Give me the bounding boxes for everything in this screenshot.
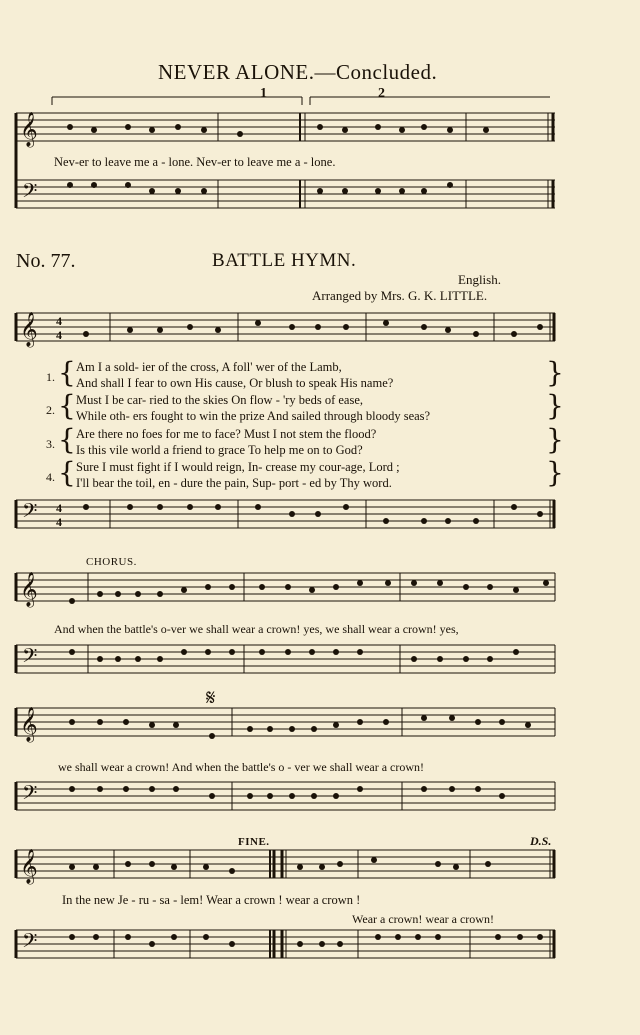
svg-text:𝄢: 𝄢 xyxy=(22,499,38,527)
ending-one-label: 1 xyxy=(260,86,267,101)
verse-number: 3. xyxy=(46,437,55,451)
svg-text:4: 4 xyxy=(56,314,62,328)
verse-line: Is this vile world a friend to grace To help me on to God? xyxy=(76,443,363,457)
staff-system-final xyxy=(0,842,640,992)
verse-brace: { xyxy=(58,356,76,389)
verse-brace-close: } xyxy=(546,423,564,456)
svg-text:𝄞: 𝄞 xyxy=(20,312,38,347)
chorus-lyric-line: And when the battle's o-ver we shall wear a crown! yes, we shall wear a crown! yes, xyxy=(54,622,459,636)
staff-system-chorus-2 xyxy=(0,700,640,815)
section-title: NEVER ALONE.—Concluded. xyxy=(158,60,438,84)
verse-brace: { xyxy=(58,389,76,422)
hymn-title: BATTLE HYMN. xyxy=(212,250,357,271)
chorus-lyric-line: we shall wear a crown! And when the battle's o - ver we shall wear a crown! xyxy=(58,760,425,774)
svg-text:4: 4 xyxy=(56,328,62,342)
verse-line: Sure I must fight if I would reign, In- crease my cour-age, Lord ; xyxy=(76,460,400,474)
chorus-label: CHORUS. xyxy=(86,556,137,568)
verse-brace-close: } xyxy=(546,456,564,489)
verse-line: And shall I fear to own His cause, Or blush to speak His name? xyxy=(76,376,394,390)
verse-number: 2. xyxy=(46,403,55,417)
hymn-origin: English. xyxy=(458,272,501,287)
svg-text:4: 4 xyxy=(56,515,62,529)
verse-line: Must I be car- ried to the skies On flow - 'ry beds of ease, xyxy=(76,393,363,407)
final-bass-lyric-line: Wear a crown! wear a crown! xyxy=(352,912,494,926)
verse-brace: { xyxy=(58,423,76,456)
svg-text:𝄞: 𝄞 xyxy=(20,707,38,742)
verse-brace-close: } xyxy=(546,356,564,389)
svg-text:𝄢: 𝄢 xyxy=(22,929,38,957)
svg-text:𝄞: 𝄞 xyxy=(20,572,38,607)
dal-segno-marker: D.S. xyxy=(530,834,552,848)
svg-text:𝄞: 𝄞 xyxy=(20,112,38,147)
svg-text:𝄢: 𝄢 xyxy=(22,644,38,672)
hymn-arranger: Arranged by Mrs. G. K. LITTLE. xyxy=(312,288,488,303)
ending-two-label: 2 xyxy=(378,86,385,101)
verse-line: I'll bear the toil, en - dure the pain, Sup- port - ed by Thy word. xyxy=(76,476,392,490)
verse-brace-close: } xyxy=(546,389,564,422)
verse-brace: { xyxy=(58,456,76,489)
verse-number: 4. xyxy=(46,470,55,484)
staff-system-header xyxy=(0,105,640,235)
svg-text:4: 4 xyxy=(56,501,62,515)
verse-line: Are there no foes for me to face? Must I not stem the flood? xyxy=(76,427,377,441)
header-lyric-line: Nev-er to leave me a - lone. Nev-er to leave me a - lone. xyxy=(54,155,336,169)
segno-sign: 𝄋 xyxy=(206,686,216,711)
fine-marker: FINE. xyxy=(238,836,270,848)
final-lyric-line: In the new Je - ru - sa - lem! Wear a crown ! wear a crown ! xyxy=(62,893,361,907)
verse-line: While oth- ers fought to win the prize And sailed through bloody seas? xyxy=(76,409,431,423)
verse-line: Am I a sold- ier of the cross, A foll' wer of the Lamb, xyxy=(76,360,342,374)
svg-text:𝄞: 𝄞 xyxy=(20,849,38,884)
hymn-number: No. 77. xyxy=(16,250,76,272)
svg-text:𝄢: 𝄢 xyxy=(22,179,38,207)
svg-text:𝄢: 𝄢 xyxy=(22,781,38,809)
verse-number: 1. xyxy=(46,370,55,384)
